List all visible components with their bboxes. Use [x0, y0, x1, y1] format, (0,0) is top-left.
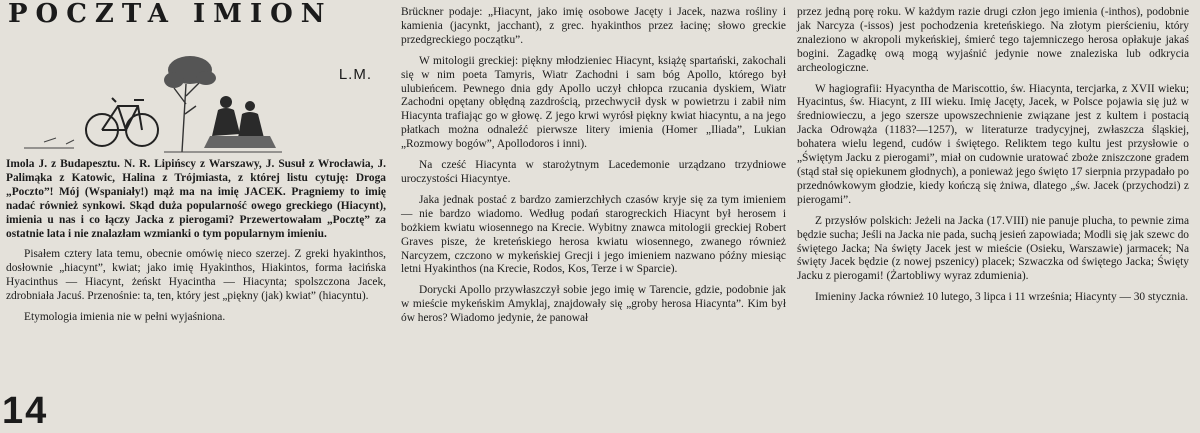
paragraph: Brückner podaje: „Hiacynt, jako imię osobowe Jacęty i Jacek, nazwa rośliny i kamienia (jacynkt, jacchant), z grec. hyakinthos przez łacinę; słowo greckie przedgreckiego początku”. [401, 6, 786, 46]
paragraph: przez jedną porę roku. W każdym razie drugi człon jego imienia (-inthos), podobnie jak Narcyza (-issos) jest pochodzenia kreteńskiego. Na złotym pierścieniu, który znaleziono w akropoli mykeńskiej, śmierć tego tajemniczego herosa opłakuje jakaś bogini. Zagadkę ową mogą wyjaśnić jedynie nowe znaleziska lub odkrycia archeologiczne. [797, 6, 1189, 74]
paragraph: W hagiografii: Hyacyntha de Mariscottio, św. Hiacynta, tercjarka, z XVII wieku; Hyacintus, św. Hiacynt, z III wieku. Imię Jacęty, Jacek, w Polsce pojawia się już w średniowieczu, a jego szersze upowszechnienie związane jest z kultem i postacią Jacka Odrowąża (1183?—1257), w literaturze tradycyjnej, zwłaszcza śląskiej, bohatera wielu legend, cudów i świętego. Reliktem tego kultu jest przysłowie o „Świętym Jacku z pierogami”, miał on cudownie uratować zboże zniszczone gradem (stąd stał się opiekunem głodnych), a ponieważ jego święto 17 sierpnia przypadało po przednówkowym głodzie, kiedy kończą się żniwa, dlatego „św. Jacek (przychodzi) z pierogami”. [797, 82, 1189, 206]
paragraph: W mitologii greckiej: piękny młodzieniec Hiacynt, książę spartański, zakochali się w nim poeta Tamyris, Wiatr Zachodni i sam bóg Apollo, którego był ulubieńcem. Pewnego dnia gdy Apollo uczył chłopca rzucania dyskiem, Wiatr Zachodni opętany obłędną zazdrością, przechwycił dysk w powietrzu i zabił nim Hiacynta trafiając go w głowę. Z jego krwi wyrósł piękny kwiat hiacyntu, a na jego płatkach można odnaleźć pierwsze litery imienia (Homer „Iliada”, Lukian „Rozmowy bogów”, Apollodoros i inni). [401, 54, 786, 151]
paragraph: Dorycki Apollo przywłaszczył sobie jego imię w Tarencie, gdzie, podobnie jak w mieście mykeńskim Amyklaj, znajdowały się „groby herosa Hiacynta”. Kim był ów heros? Wiadomo jedynie, że panował [401, 284, 786, 325]
paragraph: Na cześć Hiacynta w starożytnym Lacedemonie urządzano trzydniowe uroczystości Hiacyntye. [401, 159, 786, 185]
reader-letter-lead: Imola J. z Budapesztu. N. R. Lipińscy z Warszawy, J. Susuł z Wrocławia, J. Palimąka z Katowic, Halina z Trójmiasta, z której listu cytuję: Droga „Poczto”! Mój (Wspaniały!) mąż ma na imię JACEK. Pragniemy to imię nadać również synkowi. Skąd duża popularność owego greckiego (Hiacynt), imienia u nas i co łączy Jacka z pierogami? Przewertowałam „Pocztę” za ostatnie lata i nie znalazłam wzmianki o tym popularnym imieniu. [6, 158, 386, 240]
column-1 [6, 0, 386, 332]
paragraph: Pisałem cztery lata temu, obecnie omówię nieco szerzej. Z greki hyakinthos, dosłownie „hiacynt”, kwiat; jako imię Hyakinthos, Hiakintos, forma łacińska Hyacinthus — Hiacynt, żeńskt Hyacintha — Hiacynta; spolszczona Jacek, zdrobniała Jacuś. Przenośnie: ta, ten, który jest „piękny (jak) kwiat” (hiacyntu). [6, 248, 386, 303]
paragraph: Jaka jednak postać z bardzo zamierzchłych czasów kryje się za tym imieniem — nie bardzo wiadomo. Według podań starogreckich Hiacynt był herosem i bożkiem kwiatu wiosennego na Krecie. Wybitny znawca mitologii greckiej Robert Graves pisze, że kreteńskiego herosa kwiatu wiosennego, zwanego również Narcyzem, czczono w mykeńskiej Grecji i jego imieniem nazwano późny miesiąc letni Hyakinthos (na Krecie, Rodos, Kos, Terze i w Sparcie). [401, 193, 786, 276]
paragraph: Z przysłów polskich: Jeżeli na Jacka (17.VIII) nie panuje pluchа, to pewnie zima będzie sucha; Jeśli na Jacka nie pada, suchą jesień zapowiada; Modli się jak szewc do świętego Jacka; Na święty Jacek jest w mieście (Osieku, Warszawie) jarmacek; Na święty Jacek będzie (z nowej pszenicy) placek; Szwaczka od świętego Jacka; Święty Jacku z pierogami! (Żartobliwy wyraz zdumienia). [797, 214, 1189, 283]
page-number: 14 [2, 390, 49, 432]
bicycle-picnic-illustration [14, 44, 284, 156]
article-header [6, 0, 386, 158]
column-2 [401, 6, 786, 333]
paragraph: Etymologia imienia nie w pełni wyjaśniona. [24, 311, 226, 324]
article-title: POCZTA IMION [8, 0, 333, 29]
paragraph: Imieniny Jacka również 10 lutego, 3 lipca i 11 września; Hiacynty — 30 stycznia. [815, 291, 1189, 304]
author-byline: L.M. [338, 66, 372, 83]
column-3 [797, 6, 1189, 312]
